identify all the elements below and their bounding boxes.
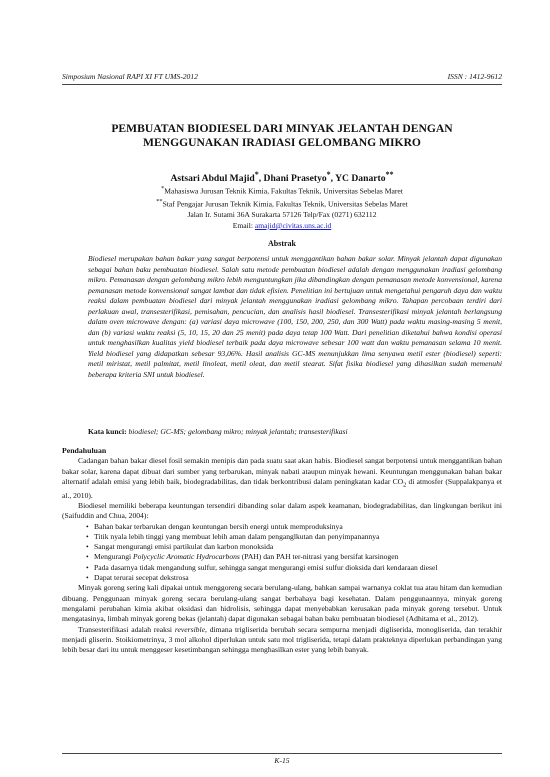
- bullet-list: [62, 522, 502, 584]
- affiliation-1-mark: *: [161, 185, 165, 192]
- title-line-2: MENGGUNAKAN IRADIASI GELOMBANG MIKRO: [143, 136, 421, 149]
- section-heading: Pendahuluan: [62, 446, 107, 455]
- affiliation-2: [62, 197, 502, 210]
- list-item-text: Mengurangi: [94, 552, 134, 562]
- paragraph-text: Transesterifikasi adalah reaksi: [78, 624, 175, 634]
- paragraph: [62, 625, 502, 656]
- paragraph: Minyak goreng sering kali dipakai untuk menggoreng secara berulang-ulang, bahkan sampai warnanya coklat tua atau hitam dan kemudian dibuang. Penggunaan minyak goreng secara berulang-ulang sangat berbahaya bagi kesehatan. Dalam penggunaannya, minyak goreng mengalami perubahan kimia akibat oksidasi dan hidrolisis, sehingga dapat menyebabkan kerusakan pada minyak goreng tersebut. Untuk mengatasinya, limbah minyak goreng bekas (jelantah) dapat digunakan sebagai bahan baku pembuatan biodiesel (Adhitama et al., 2012).: [62, 583, 502, 624]
- author-1-mark: *: [254, 170, 259, 179]
- affiliation-2-text: Staf Pengajar Jurusan Teknik Kimia, Fakultas Teknik, Universitas Sebelas Maret: [162, 199, 408, 209]
- keywords-label: Kata kunci:: [88, 427, 127, 436]
- page-number: K-15: [62, 753, 502, 765]
- abstract-heading: Abstrak: [267, 239, 296, 248]
- paragraph-text: Cadangan bahan bakar diesel fosil semakin menipis dan pada suatu saat akan habis. Biodiesel sangat berpotensi untuk menggantikan bahan bakar solar, karena dapat dibuat dari sumber yang terbarukan, minyak nabati ataupun minyak hewani. Keuntungan menggunakan bahan bakar alternatif adalah emisi yang lebih baik, biodegradabilitas, dan tidak berkontribusi dalam peningkatan kadar CO: [62, 456, 502, 486]
- list-item: • Dapat terurai secepat dekstrosa: [86, 573, 502, 583]
- issn: ISSN : 1412-9612: [447, 72, 502, 81]
- introduction-section: [62, 446, 502, 655]
- affiliation-1-text: Mahasiswa Jurusan Teknik Kimia, Fakultas Teknik, Universitas Sebelas Maret: [164, 186, 403, 196]
- abstract-text: Biodiesel merupakan bahan bakar yang sangat berpotensi untuk menggantikan bahan bakar solar. Minyak jelantah dapat digunakan sebagai bahan baku pembuatan biodiesel. Salah satu metode pembuatan biodiesel adalah dengan menggunakan iradiasi gelombang mikro. Pemanasan dengan gelombang mikro lebih menguntungkan jika dibandingkan dengan pemanasan metode konvensional, karena pemanasan metode konvensional sangat lambat dan tidak efisien. Penelitian ini bertujuan untuk mengetahui pengaruh daya dan waktu reaksi dalam pembuatan biodiesel dari minyak jelantah menggunakan iradiasi gelombang mikro. Tahapan percobaan terdiri dari perlakuan awal, transesterifikasi, pemisahan, pencucian, dan analisis hasil biodiesel. Transesterifikasi minyak jelantah berlangsung dalam oven microwave dengan: (a) variasi daya microwave (100, 150, 200, 250, dan 300 Watt) pada waktu masing-masing 5 menit, dan (b) variasi waktu reaksi (5, 10, 15, 20 dan 25 menit) pada daya tetap 100 Watt. Dari penelitian diketahui bahwa kondisi operasi untuk menghasilkan kualitas yield biodiesel terbaik pada daya microwave sebesar 100 watt dan waktu pemanasan selama 10 menit. Yield biodiesel yang didapatkan sebesar 93,06%. Hasil analisis GC-MS menunjukkan lima senyawa metil ester (biodiesel) seperti: metil miristat, metil palmitat, metil linoleat, metil oleat, dan metil stearat. Sifat fisika biodiesel yang dihasilkan sudah memenuhi beberapa kriteria SNI untuk biodiesel.: [88, 254, 502, 379]
- paragraph-text: , dimana trigliserida berubah secara sempurna menjadi digliserida, monogliserida, dan terakhir menjadi gliserin. Stoikiometrinya, 3 mol alkohol diperlukan untuk satu mol trigliserida, tetapi dalam prakteknya diperlukan perbandingan yang lebih besar dari itu untuk menggeser kesetimbangan sehingga menghasilkan ester yang lebih banyak.: [62, 624, 502, 655]
- paragraph-text: di atmosfer (Suppalakpanya et al., 2010).: [62, 476, 502, 500]
- author-3-mark: **: [385, 170, 394, 179]
- email-line: [62, 221, 502, 232]
- running-header: [62, 72, 502, 85]
- author-2: Dhani Prasetyo: [263, 173, 327, 185]
- email-link[interactable]: amajid@civitas.uns.ac.id: [254, 220, 332, 230]
- affiliation-2-mark: **: [156, 198, 163, 206]
- paragraph-italic: reversible: [174, 624, 205, 634]
- paragraph: [62, 456, 502, 501]
- keywords: [88, 427, 502, 436]
- author-separator: ,: [258, 173, 264, 185]
- email-label: Email:: [232, 220, 255, 230]
- title-line-1: PEMBUATAN BIODIESEL DARI MINYAK JELANTAH DENGAN: [111, 122, 453, 135]
- author-1: Astsari Abdul Majid: [170, 173, 255, 185]
- subscript: 2: [403, 481, 407, 489]
- author-separator: ,: [330, 173, 336, 185]
- author-2-mark: *: [326, 170, 331, 179]
- affiliation-1: [62, 184, 502, 197]
- list-item: [86, 552, 502, 562]
- conference-name: Simposium Nasional RAPI XI FT UMS-2012: [62, 72, 198, 81]
- paper-title: [62, 122, 502, 150]
- address: Jalan Ir. Sutami 36A Surakarta 57126 Telp/Fax (0271) 632112: [187, 210, 377, 220]
- affiliations: [62, 184, 502, 231]
- list-item: • Pada dasarnya tidak mengandung sulfur, sehingga sangat mengurangi emisi sulfur dioksida dari kendaraan diesel: [86, 563, 502, 573]
- keywords-value: biodiesel; GC-MS; gelombang mikro; minyak jelantah; transesterifikasi: [126, 427, 348, 436]
- paragraph: Biodiesel memiliki beberapa keuntungan tersendiri dibanding solar dalam aspek keamanan, biodegradabilitas, dan lingkungan berikut ini (Saifuddin and Chua, 2004):: [62, 501, 502, 521]
- list-item-italic: Polycyclic Aromatic Hydrocarbons: [133, 552, 240, 562]
- list-item: • Sangat mengurangi emisi partikulat dan karbon monoksida: [86, 542, 502, 552]
- list-item-text: (PAH) dan PAH ter-nitrasi yang bersifat karsinogen: [239, 552, 399, 562]
- list-item: • Bahan bakar terbarukan dengan keuntungan bersih energi untuk memproduksinya: [86, 522, 502, 532]
- list-item: • Titik nyala lebih tinggi yang membuat lebih aman dalam penganglkutan dan penyimpanannya: [86, 532, 502, 542]
- author-3: YC Danarto: [335, 173, 386, 185]
- author-list: [62, 170, 502, 184]
